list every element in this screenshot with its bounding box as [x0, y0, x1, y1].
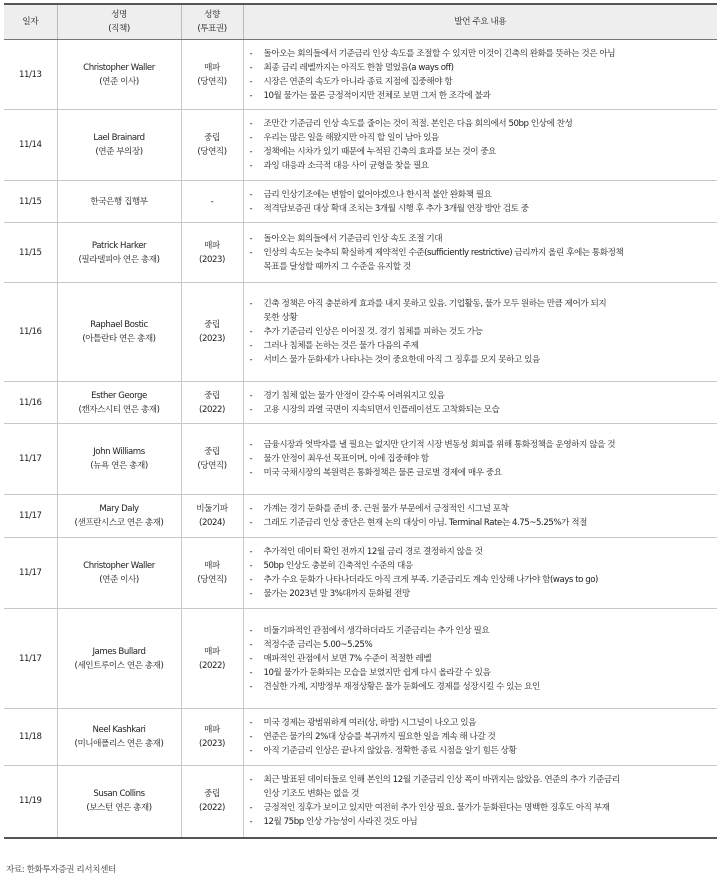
voting-status: (2023) [199, 739, 225, 749]
official-title: (연준 이사) [99, 575, 139, 585]
stance-cell [181, 382, 243, 424]
stance-cell [181, 709, 243, 766]
header-date: 일자 [4, 4, 57, 40]
official-name: Raphael Bostic [90, 320, 148, 330]
date-cell: 11/19 [4, 766, 57, 838]
stance-label: 중립 [204, 789, 220, 800]
stance-label: 비둘기파 [196, 504, 228, 514]
name-cell [57, 181, 181, 223]
remark-item: - 긍정적인 징후가 보이고 있지만 여전히 추가 인상 필요. 물가가 둔화된다는 명백한 징후도 아직 부재 [248, 801, 716, 815]
stance-label: 매파 [204, 646, 220, 657]
remark-item: - 가계는 경기 둔화를 준비 중. 근원 물가 부문에서 긍정적인 시그널 포착 [248, 502, 716, 516]
header-name-line2: (직책) [108, 24, 130, 34]
remark-item: - 경기 침체 없는 물가 안정이 갈수록 어려워지고 있음 [248, 389, 716, 403]
table-row [4, 538, 717, 609]
remark-item: - 그러나 침체를 논하는 것은 물가 다음의 주제 [248, 339, 716, 353]
remark-item: - 적정수준 금리는 5.00~5.25% [248, 638, 716, 652]
name-cell [57, 283, 181, 382]
name-cell [57, 40, 181, 110]
official-title: (뉴욕 연은 총재) [90, 461, 148, 471]
date-cell: 11/16 [4, 382, 57, 424]
header-remarks: 발언 주요 내용 [243, 4, 717, 40]
remarks-cell [243, 609, 717, 709]
table-row [4, 766, 717, 838]
remark-item: - 50bp 인상도 충분히 긴축적인 수준의 대응 [248, 559, 716, 573]
stance-label: - [210, 196, 214, 207]
remark-item: - 적격담보증권 대상 확대 조치는 3개월 시행 후 추가 3개월 연장 방안 검토 중 [248, 202, 716, 216]
remark-item: - 최근 발표된 데이터들로 인해 본인의 12월 기준금리 인상 폭이 바뀌지는 않았음. 연준의 추가 기준금리 인상 기조도 변화는 없을 것 [248, 773, 716, 801]
remarks-list [248, 188, 716, 216]
official-title: (미니애폴리스 연은 총재) [74, 739, 164, 749]
stance-cell [181, 495, 243, 538]
remark-item: - 최종 금리 레벨까지는 아직도 한참 멀었음(a ways off) [248, 61, 716, 75]
stance-label: 매파 [204, 62, 220, 73]
official-title: (캔자스시티 연은 총재) [78, 404, 160, 415]
remark-item: - 물가 안정이 최우선 목표이며, 이에 집중해야 함 [248, 452, 716, 466]
stance-label: 중립 [204, 390, 220, 401]
voting-status: (2022) [199, 404, 225, 415]
remark-item: - 물가는 2023년 말 3%대까지 둔화될 전망 [248, 587, 716, 601]
official-title: (연준 이사) [99, 76, 139, 87]
official-title: (샌프란시스코 연은 총재) [74, 518, 164, 528]
table-row [4, 181, 717, 223]
header-row [4, 4, 717, 40]
official-title: (보스턴 연은 총재) [86, 803, 152, 814]
date-cell: 11/17 [4, 538, 57, 609]
remark-item: - 조만간 기준금리 인상 속도를 줄이는 것이 적절. 본인은 다음 회의에서 50bp 인상에 찬성 [248, 117, 716, 131]
voting-status: (당연직) [197, 76, 227, 87]
remarks-list [248, 297, 716, 367]
remark-item: - 아직 기준금리 인상은 끝나지 않았음. 정확한 종료 시점을 알기 힘든 상황 [248, 744, 716, 758]
remarks-cell [243, 40, 717, 110]
table-row [4, 223, 717, 283]
date-cell: 11/18 [4, 709, 57, 766]
table-row [4, 495, 717, 538]
stance-cell [181, 766, 243, 838]
voting-status: (2023) [199, 254, 225, 265]
official-name: Lael Brainard [93, 133, 145, 143]
stance-cell [181, 110, 243, 181]
remark-item: - 비둘기파적인 관점에서 생각하더라도 기준금리는 추가 인상 필요 [248, 624, 716, 638]
remark-item: - 10월 물가가 둔화되는 모습을 보였지만 쉽게 다시 올라갈 수 있음 [248, 666, 716, 680]
remarks-cell [243, 110, 717, 181]
remark-item: - 미국 경제는 광범위하게 여러(상, 하방) 시그널이 나오고 있음 [248, 716, 716, 730]
remark-item: - 돌아오는 회의들에서 기준금리 인상 속도를 조절할 수 있지만 이것이 긴축의 완화를 뜻하는 것은 아님 [248, 47, 716, 61]
official-name: Patrick Harker [91, 240, 147, 251]
header-stance [181, 4, 243, 40]
official-name: Susan Collins [93, 789, 145, 800]
header-stance-line2: (투표권) [197, 24, 227, 34]
remarks-list [248, 545, 716, 601]
voting-status: (2022) [199, 660, 225, 671]
voting-status: (당연직) [197, 575, 227, 585]
stance-cell [181, 538, 243, 609]
table-header [4, 4, 717, 40]
remarks-cell [243, 495, 717, 538]
table-row [4, 609, 717, 709]
remarks-cell [243, 223, 717, 283]
name-cell [57, 495, 181, 538]
table-body [4, 40, 717, 838]
remarks-list [248, 716, 716, 758]
table-row [4, 40, 717, 110]
remarks-list [248, 502, 716, 530]
official-name: Mary Daly [99, 504, 139, 514]
fed-remarks-table [4, 3, 717, 839]
voting-status: (2022) [199, 803, 225, 814]
date-cell: 11/15 [4, 181, 57, 223]
remarks-list [248, 624, 716, 694]
official-name: Esther George [91, 390, 147, 401]
date-cell: 11/17 [4, 424, 57, 495]
date-cell: 11/14 [4, 110, 57, 181]
voting-status: (2024) [199, 518, 225, 528]
stance-cell [181, 40, 243, 110]
name-cell [57, 766, 181, 838]
remark-item: - 연준은 물가의 2%대 상승를 복귀까지 필요한 일을 계속 해 나갈 것 [248, 730, 716, 744]
header-name-line1: 성명 [111, 10, 127, 20]
name-cell [57, 609, 181, 709]
name-cell [57, 223, 181, 283]
date-cell: 11/13 [18, 69, 42, 80]
stance-label: 매파 [204, 240, 220, 251]
source-note: 자료: 한화투자증권 리서치센터 [6, 865, 116, 875]
table-row [4, 424, 717, 495]
name-cell [57, 709, 181, 766]
remarks-list [248, 773, 716, 829]
official-name: Christopher Waller [83, 561, 155, 571]
remarks-list [248, 389, 716, 417]
remark-item: - 정책에는 시차가 있기 때문에 누적된 긴축의 효과를 보는 것이 중요 [248, 145, 716, 159]
remarks-list [248, 232, 716, 274]
remarks-cell [243, 424, 717, 495]
name-cell [57, 110, 181, 181]
remark-item: - 추가 기준금리 인상은 이어질 것. 경기 침체를 피하는 것도 가능 [248, 325, 716, 339]
official-name: 한국은행 집행부 [90, 196, 148, 207]
remark-item: - 금리 인상기조에는 변함이 없어야겠으나 한시적 불안 완화책 필요 [248, 188, 716, 202]
voting-status: (2023) [199, 334, 225, 344]
date-cell: 11/17 [4, 495, 57, 538]
date-cell: 11/17 [4, 609, 57, 709]
remarks-list [248, 117, 716, 173]
stance-label: 중립 [204, 320, 220, 330]
remark-item: - 서비스 물가 둔화세가 나타나는 것이 중요한데 아직 그 징후를 모지 못하고 있음 [248, 353, 716, 367]
table-row [4, 283, 717, 382]
remarks-cell [243, 538, 717, 609]
table-row [4, 709, 717, 766]
date-cell: 11/16 [4, 283, 57, 382]
remarks-cell [243, 283, 717, 382]
official-name: Neel Kashkari [92, 725, 146, 735]
remark-item: - 견실한 가계, 지방정부 재정상황은 물가 둔화에도 경제를 성장시킬 수 있는 요인 [248, 680, 716, 694]
date-cell: 11/15 [4, 223, 57, 283]
header-stance-line1: 성향 [204, 10, 220, 20]
remark-item: - 우리는 많은 일을 해왔지만 아직 할 일이 남아 있음 [248, 131, 716, 145]
table-row [4, 382, 717, 424]
remark-item: - 10월 물가는 물론 긍정적이지만 전체로 보면 그저 한 조각에 불과 [248, 89, 716, 103]
table-row [4, 110, 717, 181]
remark-item: - 돌아오는 회의들에서 기준금리 인상 속도 조절 기대 [248, 232, 716, 246]
remark-item: - 과잉 대응과 소극적 대응 사이 균형을 찾을 필요 [248, 159, 716, 173]
remark-item: - 인상의 속도는 늦추되 확실하게 제약적인 수준(sufficiently restrictive) 금리까지 올린 후에는 통화정책 목표를 달성할 때까지 그 수준을 유지할 것 [248, 246, 716, 274]
stance-label: 매파 [204, 561, 220, 571]
stance-cell [181, 181, 243, 223]
name-cell [57, 424, 181, 495]
remark-item: - 추가 수요 둔화가 나타나더라도 아직 크게 부족. 기준금리도 계속 인상해 나가야 함(ways to go) [248, 573, 716, 587]
stance-label: 중립 [204, 133, 220, 143]
remarks-list [248, 47, 716, 103]
stance-cell [181, 223, 243, 283]
name-cell [57, 538, 181, 609]
stance-label: 중립 [204, 447, 220, 457]
remark-item: - 긴축 정책은 아직 충분하게 효과를 내지 못하고 있음. 기업활동, 물가 모두 원하는 만큼 제어가 되지 못한 상황 [248, 297, 716, 325]
remark-item: - 추가적인 데이터 확인 전까지 12월 금리 경로 결정하지 않을 것 [248, 545, 716, 559]
remarks-cell [243, 181, 717, 223]
remarks-cell [243, 709, 717, 766]
remark-item: - 고용 시장의 과열 국면이 지속되면서 인플레이션도 고착화되는 모습 [248, 403, 716, 417]
official-title: (연준 부의장) [95, 147, 143, 157]
official-name: John Williams [93, 447, 145, 457]
name-cell [57, 382, 181, 424]
remark-item: - 12월 75bp 인상 가능성이 사라진 것도 아님 [248, 815, 716, 829]
remark-item: - 그래도 기준금리 인상 중단은 현재 논의 대상이 아님. Terminal Rate는 4.75~5.25%가 적절 [248, 516, 716, 530]
stance-label: 매파 [204, 725, 220, 735]
remark-item: - 금융시장과 엇박자를 낼 필요는 없지만 단기적 시장 변동성 회피를 위해 통화정책을 운영하지 않을 것 [248, 438, 716, 452]
voting-status: (당연직) [197, 147, 227, 157]
official-title: (세인트루이스 연은 총재) [74, 660, 164, 671]
header-name [57, 4, 181, 40]
remarks-list [248, 438, 716, 480]
stance-cell [181, 283, 243, 382]
remarks-cell [243, 382, 717, 424]
official-name: James Bullard [92, 646, 146, 657]
voting-status: (당연직) [197, 461, 227, 471]
remark-item: - 매파적인 관점에서 보면 7% 수준이 적절한 레벨 [248, 652, 716, 666]
remark-item: - 시장은 연준의 속도가 아니라 종료 지점에 집중해야 함 [248, 75, 716, 89]
official-title: (필라델피아 연은 총재) [78, 254, 160, 265]
official-name: Christopher Waller [83, 62, 155, 73]
official-title: (아틀란타 연은 총재) [82, 334, 156, 344]
remarks-cell [243, 766, 717, 838]
stance-cell [181, 609, 243, 709]
remark-item: - 미국 국채시장의 복원력은 통화정책은 물론 글로벌 경제에 매우 중요 [248, 466, 716, 480]
stance-cell [181, 424, 243, 495]
